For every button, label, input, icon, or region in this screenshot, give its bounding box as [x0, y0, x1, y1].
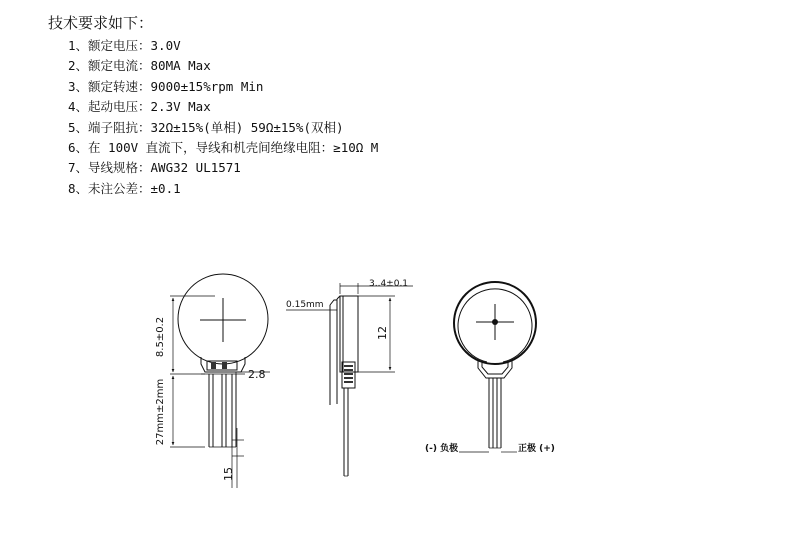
solder-joint-right: [222, 362, 227, 369]
spec-title: 技术要求如下：: [48, 14, 154, 32]
solder-joint-left: [211, 362, 216, 369]
dim-pitch-label: 2.8: [248, 368, 266, 381]
dim-plate-label: 0.15mm: [286, 300, 324, 310]
spec-item-rated-voltage: 1、额定电压：3.0V: [68, 38, 181, 53]
spec-item-wire-spec: 7、导线规格：AWG32 UL1571: [68, 160, 241, 176]
side-view: [286, 279, 413, 476]
spec-item-start-voltage: 4、起动电压：2.3V Max: [68, 99, 211, 115]
back-view: [425, 282, 555, 454]
dim-thickness-label: 3..4±0.1: [369, 279, 409, 289]
spec-item-rated-speed: 3、额定转速：9000±15%rpm Min: [68, 78, 264, 94]
spec-item-tolerance: 8、未注公差：±0.1: [68, 180, 181, 196]
dim-lead-length-label: 27mm±2mm: [155, 378, 166, 446]
back-center-dot: [492, 319, 498, 325]
dim-strip-label: 15: [222, 467, 235, 481]
positive-terminal-label: 正极 (+): [518, 444, 555, 454]
dim-side-height-label: 12: [376, 326, 389, 340]
spec-item-terminal-impedance: 5、端子阻抗：32Ω±15%(单相) 59Ω±15%(双相): [68, 119, 344, 135]
front-view: [155, 274, 270, 488]
coil-windings: [344, 366, 353, 382]
side-plate-top: [330, 300, 337, 305]
dim-head-height-label: 8.5±0.2: [155, 316, 166, 358]
negative-terminal-label: (-) 负极: [425, 444, 459, 454]
spec-item-insulation-resistance: 6、在 100V 直流下，导线和机壳间绝缘电阻：≥10Ω M: [68, 139, 379, 155]
spec-item-rated-current: 2、额定电流：80MA Max: [68, 58, 211, 74]
